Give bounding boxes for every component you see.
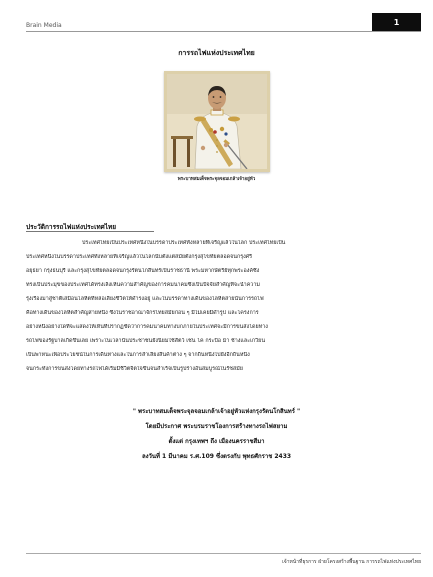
body-paragraph-line: คือทางเดินของโลหิตสำคัญสายหนึ่ง ซึ่งในราชอาณาจักรไทยสมัยก่อน ๆ มีไม่เคยมีด้ำรูป และโครงการ bbox=[26, 310, 259, 316]
body-paragraph-line: รุ่งเรืองมาสู่ชาติเสมือนโลหิตที่หล่อเลี้ยงชีวิตให้ดำรงอยู่ และในบรรดาทางเดินของโลหิตสายนั้นการรถไฟ bbox=[26, 296, 264, 302]
body-paragraph-line: อยุธยา กรุงธนบุรี และกรุงสุโขทัยตลอดจนกรุงรัตนโกสินทร์เป็นราชธานี พระมหากษัตริย์ทุกพระองค์ซึ่ง bbox=[26, 268, 260, 274]
footer-text: เจ้าหน้าที่ธุรการ ฝ่ายโครงสร้างพื้นฐาน การรถไฟแห่งประเทศไทย bbox=[282, 559, 421, 565]
body-paragraph-line: เป็นพาหนะเพื่อประโยชน์ในการเดินทางและในการลำเลียงสินค้าต่าง ๆ จากถิ่นหนึ่งไปยังอีกถิ่นหนึ่ง bbox=[26, 352, 250, 358]
portrait-image bbox=[164, 71, 270, 172]
header-brand: Brain Media bbox=[26, 22, 62, 29]
body-paragraph-line: รถไฟของรัฐบาลเกิดขึ้นเลย เพราะในเวลานั้นประชาชนยังนิยมใช้สัตว์ เช่น โค กระบือ ม้า ช้างและเกวียน bbox=[26, 338, 266, 344]
page-number-badge: 1 bbox=[372, 13, 421, 31]
quote-line: โดยมีประกาศ พระบรมราชโองการสร้างทางรถไฟสยาม bbox=[145, 423, 288, 430]
portrait-caption: พระบาทสมเด็จพระจุลจอมเกล้าเจ้าอยู่หัว bbox=[177, 177, 256, 182]
body-paragraph-line: อย่างหนึ่งอย่างใดที่จะแสดงให้เห็นที่ปรากฏชัดว่าการคมนาคมทางบกภายในประเทศจะมีการขนส่งโดยทาง bbox=[26, 324, 268, 330]
body-paragraph-line: ประเทศไทยเป็นประเทศหนึ่งในบรรดาประเทศทั้งหลายที่เจริญแล้วในโลก ประเทศไทยเป็น bbox=[82, 240, 286, 246]
footer-divider bbox=[26, 553, 421, 554]
document-title: การรถไฟแห่งประเทศไทย bbox=[178, 49, 255, 57]
quote-line: ตั้งแต่ กรุงเทพฯ ถึง เมืองนครราชสีมา bbox=[168, 438, 265, 445]
portrait-king-chulalongkorn-icon bbox=[167, 74, 267, 169]
quote-line: ลงวันที่ 1 มีนาคม ร.ศ.109 ซึ่งตรงกับ พุทธศักราช 2433 bbox=[141, 453, 292, 460]
body-paragraph-line: ประเทศหนึ่งในบรรดาประเทศทั้งหลายที่เจริญแล้วในโลกนับตั้งแต่สมัยตั้งกรุงสุโขทัยตลอดจนกรุงศรี bbox=[26, 254, 253, 260]
section-heading: ประวัติการรถไฟแห่งประเทศไทย bbox=[26, 223, 117, 231]
body-paragraph-line: ทรงเป็นประมุขของประเทศได้ทรงเล็งเห็นความสำคัญของการคมนาคมซึ่งเป็นปัจจัยสำคัญที่จะนำความ bbox=[26, 282, 260, 288]
quote-line: " พระบาทสมเด็จพระจุลจอมเกล้าเจ้าอยู่หัวแห่งกรุงรัตนโกสินทร์ " bbox=[132, 408, 301, 415]
section-heading-underline bbox=[26, 231, 154, 232]
body-paragraph-line: จนกระทั่งการขนส่งโดยทางรถไฟได้เริ่มมีชีวิตจิตใจขึ้นจนสำเร็จเป็นรูปร่างอันสมบูรณ์ในรัชสมัย bbox=[26, 366, 243, 372]
header-divider bbox=[26, 31, 421, 32]
